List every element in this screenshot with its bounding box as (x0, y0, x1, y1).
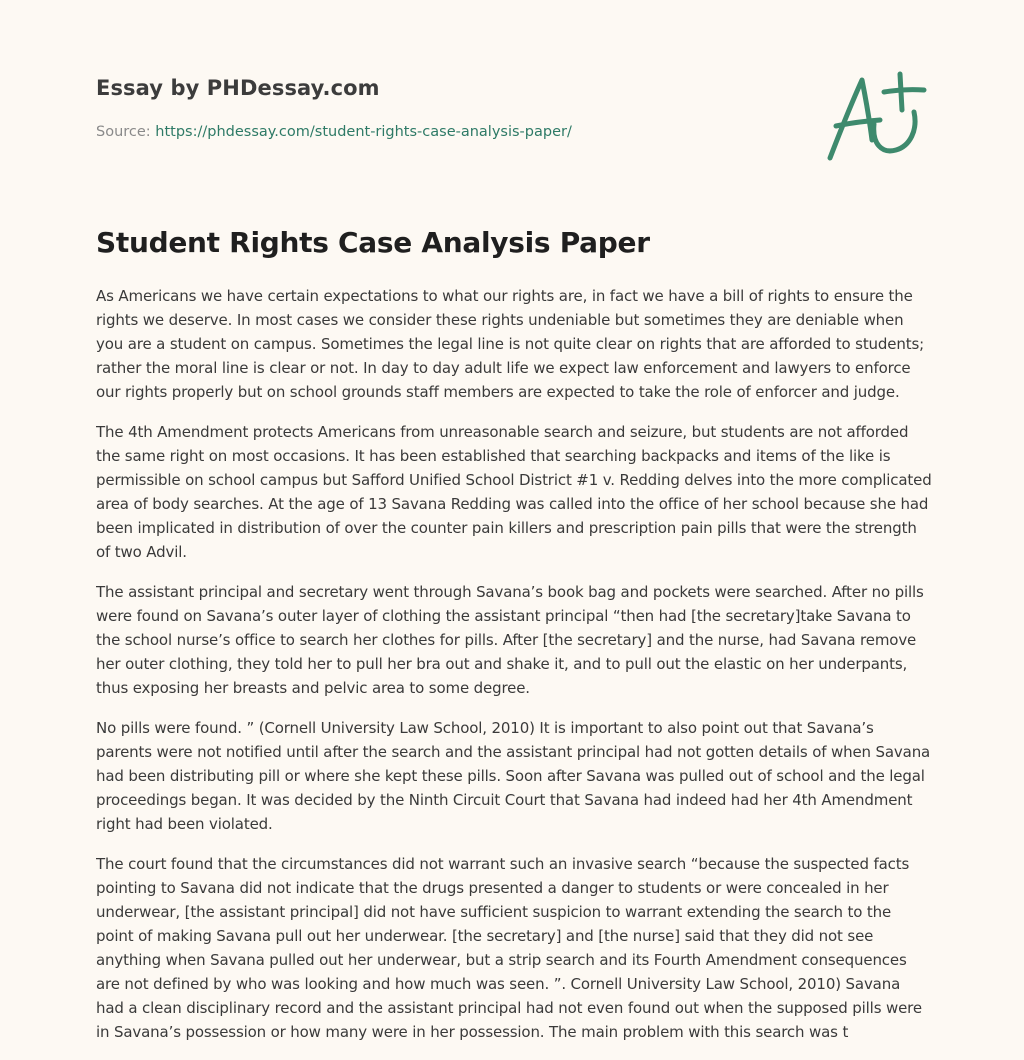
essay-paragraph: The assistant principal and secretary went through Savana’s book bag and pockets were searched. After no pills were found on Savana’s outer layer of clothing the assistant principal “then had [the secretary]take Savana to the school nurse’s office to search her clothes for pills. After [the secretary] and the nurse, had Savana remove her outer clothing, they told her to pull her bra out and shake it, and to pull out the elastic on her underpants, thus exposing her breasts and pelvic area to some degree. (96, 583, 924, 697)
essay-paragraph: The court found that the circumstances did not warrant such an invasive search “because the suspected facts pointing to Savana did not indicate that the drugs presented a danger to students or were concealed in her underwear, [the assistant principal] did not have sufficient suspicion to warrant extending the search to the point of making Savana pull out her underwear. [the secretary] and [the nurse] said that they did not see anything when Savana pulled out her underwear, but a strip search and its Fourth Amendment consequences are not defined by who was looking and how much was seen. ”. Cornell University Law School, 2010) Savana had a clean disciplinary record and the assistant principal had not even found out when the supposed pills were in Savana’s possession or how many were in her possession. The main problem with this search was t (96, 855, 922, 1041)
source-label: Source: (96, 124, 151, 140)
site-title: Essay by PHDessay.com (96, 76, 380, 100)
source-line (96, 124, 572, 140)
essay-title: Student Rights Case Analysis Paper (96, 226, 650, 259)
a-plus-logo-icon (822, 66, 932, 166)
site-header (96, 76, 796, 100)
essay-body (96, 284, 932, 1060)
source-link[interactable]: https://phdessay.com/student-rights-case-analysis-paper/ (155, 124, 572, 140)
essay-paragraph: No pills were found. ” (Cornell University Law School, 2010) It is important to also point out that Savana’s parents were not notified until after the search and the assistant principal had not gotten details of when Savana had been distributing pill or where she kept these pills. Soon after Savana was pulled out of school and the legal proceedings began. It was decided by the Ninth Circuit Court that Savana had indeed had her 4th Amendment right had been violated. (96, 719, 931, 833)
essay-paragraph: As Americans we have certain expectations to what our rights are, in fact we have a bill of rights to ensure the rights we deserve. In most cases we consider these rights undeniable but sometimes they are deniable when you are a student on campus. Sometimes the legal line is not quite clear on rights that are afforded to students; rather the moral line is clear or not. In day to day adult life we expect law enforcement and lawyers to enforce our rights properly but on school grounds staff members are expected to take the role of enforcer and judge. (96, 287, 925, 401)
essay-paragraph: The 4th Amendment protects Americans from unreasonable search and seizure, but students are not afforded the same right on most occasions. It has been established that searching backpacks and items of the like is permissible on school campus but Safford Unified School District #1 v. Redding delves into the more complicated area of body searches. At the age of 13 Savana Redding was called into the office of her school because she had been implicated in distribution of over the counter pain killers and prescription pain pills that were the strength of two Advil. (96, 423, 932, 561)
